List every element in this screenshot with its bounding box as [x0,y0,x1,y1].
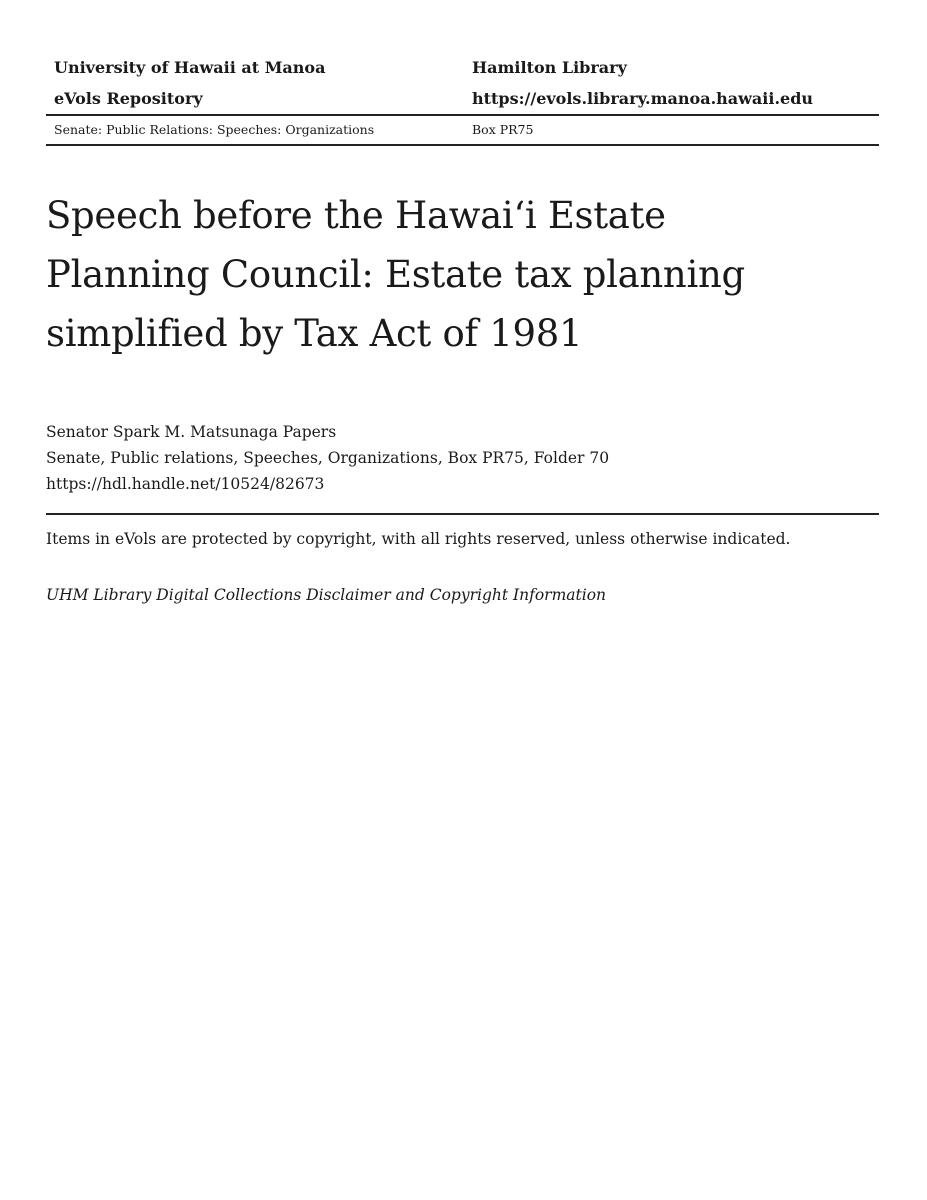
disclaimer-link[interactable]: UHM Library Digital Collections Disclaimer and Copyright Information [46,586,607,604]
box-label: Box PR75 [472,122,534,137]
document-metadata [46,419,609,497]
header-row-3 [46,116,879,144]
library-name: Hamilton Library [472,58,627,77]
header-row-1 [46,52,879,83]
copyright-notice: Items in eVols are protected by copyright, with all rights reserved, unless otherwise indicated. [46,530,791,548]
cover-header [46,52,879,146]
footer-divider [46,513,879,515]
institution-name: University of Hawaii at Manoa [54,58,326,77]
repository-name: eVols Repository [54,89,203,108]
folder-location: Senate, Public relations, Speeches, Organizations, Box PR75, Folder 70 [46,449,610,467]
collection-path: Senate: Public Relations: Speeches: Organizations [54,122,375,137]
repository-url[interactable]: https://evols.library.manoa.hawaii.edu [472,89,814,108]
header-divider-bottom [46,144,879,146]
header-row-2 [46,83,879,114]
document-title: Speech before the Hawai‘i Estate Planning Council: Estate tax planning simplified by Tax Act of 1981 [46,194,745,355]
handle-link[interactable]: https://hdl.handle.net/10524/82673 [46,475,325,493]
collection-name: Senator Spark M. Matsunaga Papers [46,423,337,441]
